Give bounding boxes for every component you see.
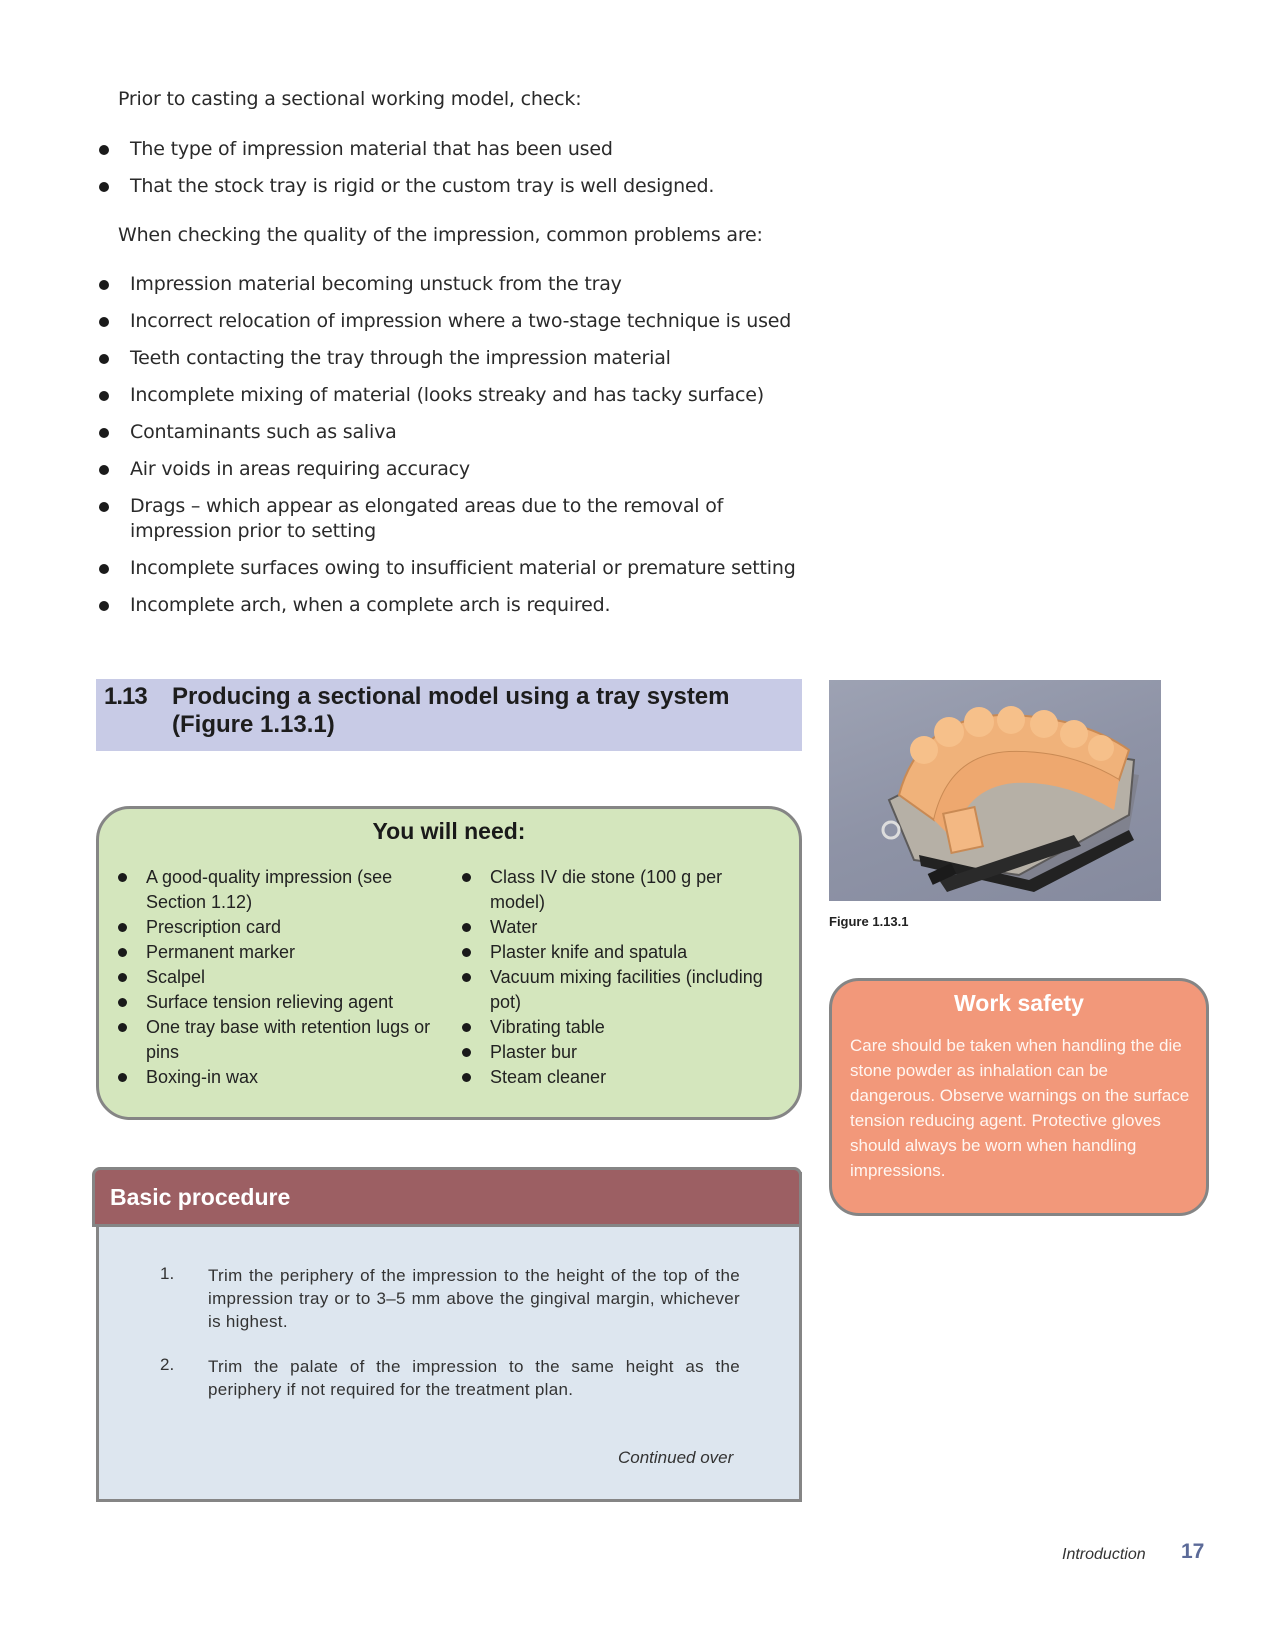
bullet-icon [118, 873, 127, 882]
needs-list-right [460, 865, 790, 1090]
step-text: Trim the palate of the impression to the same height as the periphery if not required for the treatment plan. [208, 1357, 740, 1399]
list-item: Vibrating table [460, 1015, 790, 1040]
list-item: Teeth contacting the tray through the impression material [96, 346, 816, 371]
list-item: Drags – which appear as elongated areas due to the removal of impression prior to setting [96, 494, 800, 544]
check-list [96, 137, 816, 199]
bullet-icon [462, 1023, 471, 1032]
step-number: 1. [160, 1264, 175, 1283]
list-item: Steam cleaner [460, 1065, 790, 1090]
dental-model-illustration [829, 680, 1161, 901]
list-item: Plaster knife and spatula [460, 940, 790, 965]
figure-caption: Figure 1.13.1 [829, 914, 909, 929]
bullet-icon [99, 280, 109, 290]
bullet-icon [99, 601, 109, 611]
list-item: Water [460, 915, 790, 940]
bullet-icon [99, 182, 109, 192]
list-item: Incomplete arch, when a complete arch is required. [96, 593, 816, 618]
intro-paragraph: When checking the quality of the impression, common problems are: [118, 224, 763, 246]
you-will-need-title: You will need: [372, 818, 526, 844]
list-item: Incorrect relocation of impression where a two-stage technique is used [96, 309, 816, 334]
section-title: Producing a sectional model using a tray system (Figure 1.13.1) [172, 683, 730, 738]
page-number: 17 [1181, 1540, 1205, 1563]
list-item: A good-quality impression (see Section 1.12) [116, 865, 436, 915]
bullet-icon [99, 317, 109, 327]
bullet-icon [118, 998, 127, 1007]
list-item: Permanent marker [116, 940, 436, 965]
list-item: Surface tension relieving agent [116, 990, 436, 1015]
list-item: One tray base with retention lugs or pins [116, 1015, 446, 1065]
bullet-icon [118, 1073, 127, 1082]
list-item: That the stock tray is rigid or the custom tray is well designed. [96, 174, 816, 199]
list-item: Plaster bur [460, 1040, 790, 1065]
bullet-icon [462, 1073, 471, 1082]
bullet-icon [118, 973, 127, 982]
bullet-icon [462, 948, 471, 957]
figure-photo [829, 680, 1161, 901]
bullet-icon [99, 502, 109, 512]
list-item: Impression material becoming unstuck from the tray [96, 272, 816, 297]
step-number: 2. [160, 1355, 175, 1374]
bullet-icon [118, 923, 127, 932]
footer-chapter-label: Introduction [1062, 1546, 1146, 1563]
bullet-icon [99, 354, 109, 364]
list-item: Boxing-in wax [116, 1065, 436, 1090]
bullet-icon [99, 428, 109, 438]
list-item: Contaminants such as saliva [96, 420, 816, 445]
list-item: Incomplete surfaces owing to insufficient material or premature setting [96, 556, 816, 581]
section-number: 1.13 [104, 683, 147, 710]
list-item: Vacuum mixing facilities (including pot) [460, 965, 790, 1015]
list-item: Scalpel [116, 965, 436, 990]
work-safety-text: Care should be taken when handling the die stone powder as inhalation can be dangerous. Observe warnings on the surface tension reducing agent. Protective gloves should always be worn when handling impressions. [850, 1036, 1190, 1180]
list-item: Prescription card [116, 915, 436, 940]
bullet-icon [462, 873, 471, 882]
bullet-icon [99, 564, 109, 574]
bullet-icon [118, 1023, 127, 1032]
list-item: Class IV die stone (100 g per model) [460, 865, 750, 915]
bullet-icon [99, 391, 109, 401]
step-text: Trim the periphery of the impression to the height of the top of the impression tray or to 3–5 mm above the gingival margin, whichever is highest. [208, 1266, 740, 1331]
bullet-icon [462, 1048, 471, 1057]
intro-paragraph: Prior to casting a sectional working model, check: [118, 88, 582, 110]
continued-note: Continued over [618, 1448, 734, 1467]
bullet-icon [99, 465, 109, 475]
bullet-icon [462, 973, 471, 982]
bullet-icon [118, 948, 127, 957]
basic-procedure-title: Basic procedure [110, 1184, 291, 1210]
problem-list [96, 272, 816, 618]
needs-list-left [116, 865, 436, 1090]
list-item: The type of impression material that has been used [96, 137, 816, 162]
list-item: Incomplete mixing of material (looks streaky and has tacky surface) [96, 383, 816, 408]
list-item: Air voids in areas requiring accuracy [96, 457, 816, 482]
bullet-icon [99, 145, 109, 155]
work-safety-title: Work safety [954, 990, 1084, 1016]
bullet-icon [462, 923, 471, 932]
